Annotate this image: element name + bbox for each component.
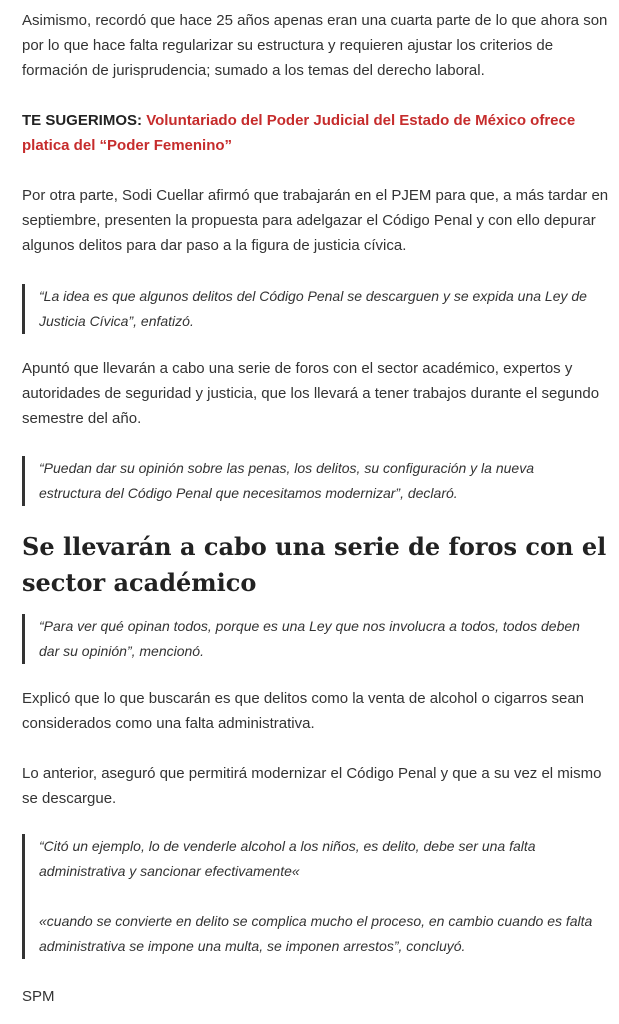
suggested-article xyxy=(22,108,612,158)
blockquote-example xyxy=(22,834,599,959)
blockquote-opinion xyxy=(22,456,599,506)
quote-text: “Citó un ejemplo, lo de venderle alcohol a los niños, es delito, debe ser una falta administrativa y sancionar efectivamente« xyxy=(39,838,536,879)
quote-text: “Para ver qué opinan todos, porque es una Ley que nos involucra a todos, todos deben dar su opinión”, mencionó. xyxy=(39,618,580,659)
blockquote-civic-justice xyxy=(22,284,599,334)
paragraph-forums: Apuntó que llevarán a cabo una serie de foros con el sector académico, expertos y autoridades de seguridad y justicia, que los llevará a tener trabajos durante el segundo semestre del año. xyxy=(22,360,600,427)
paragraph-intro: Asimismo, recordó que hace 25 años apenas eran una cuarta parte de lo que ahora son por lo que hace falta regularizar su estructura y requieren ajustar los criterios de formación de jurisprudencia; sumado a los temas del derecho laboral. xyxy=(22,12,608,79)
quote-text: «cuando se convierte en delito se complica mucho el proceso, en cambio cuando es falta administrativa se impone una multa, se imponen arrestos”, concluyó. xyxy=(39,913,593,954)
quote-text: “La idea es que algunos delitos del Código Penal se descarguen y se expida una Ley de Justicia Cívica”, enfatizó. xyxy=(39,288,587,329)
author-signature: SPM xyxy=(22,988,55,1005)
quote-text: “Puedan dar su opinión sobre las penas, los delitos, su configuración y la nueva estructura del Código Penal que necesitamos modernizar”, declaró. xyxy=(39,460,534,501)
paragraph-penal-code: Por otra parte, Sodi Cuellar afirmó que trabajarán en el PJEM para que, a más tardar en septiembre, presenten la propuesta para adelgazar el Código Penal y con ello depurar algunos delitos para dar paso a la figura de justicia cívica. xyxy=(22,187,609,254)
paragraph-modernize: Lo anterior, aseguró que permitirá modernizar el Código Penal y que a su vez el mismo se descargue. xyxy=(22,765,602,807)
paragraph-alcohol: Explicó que lo que buscarán es que delitos como la venta de alcohol o cigarros sean considerados como una falta administrativa. xyxy=(22,690,585,732)
suggested-label: TE SUGERIMOS: xyxy=(22,112,143,129)
section-heading: Se llevarán a cabo una serie de foros con el sector académico xyxy=(22,532,607,597)
blockquote-everyone xyxy=(22,614,599,664)
suggested-article-link[interactable]: Voluntariado del Poder Judicial del Estado de México ofrece platica del “Poder Femenino” xyxy=(22,112,576,154)
